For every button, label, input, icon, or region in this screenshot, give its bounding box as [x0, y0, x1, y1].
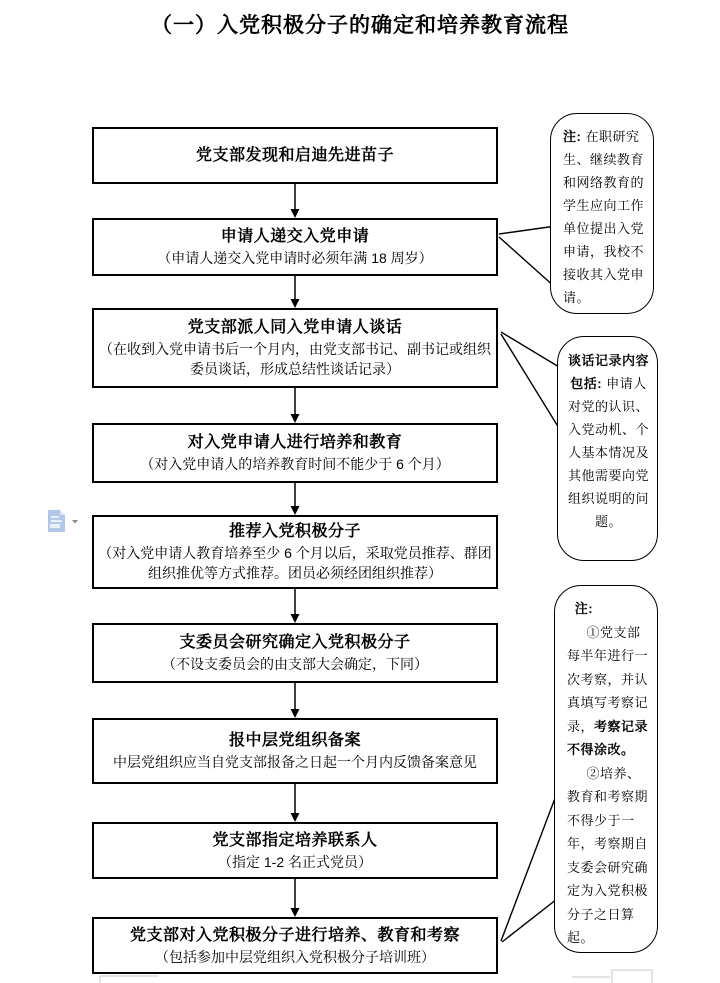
- page-title: （一）入党积极分子的确定和培养教育流程: [151, 14, 569, 37]
- step-heading: 党支部对入党积极分子进行培养、教育和考察: [129, 926, 460, 944]
- callout-note-talk-record: [557, 336, 658, 561]
- step-heading: 支委员会研究确定入党积极分子: [179, 634, 411, 651]
- step-detail: （对入党申请人教育培养至少 6 个月以后，采取党员推荐、群团组织推优等方式推荐。团员必须经团组织推荐）: [98, 545, 492, 581]
- paste-options-document-icon: [48, 510, 65, 532]
- step-detail: （不设支委员会的由支部大会确定，下同）: [162, 656, 428, 672]
- callout-text: 谈话记录内容包括: 申请人对党的认识、入党动机、个人基本情况及其他需要向党组织说明的问题。: [567, 353, 649, 529]
- flow-step-report-for-record: [92, 718, 498, 784]
- step-heading: 报中层党组织备案: [228, 732, 361, 749]
- step-detail: （对入党申请人的培养教育时间不能少于 6 个月）: [140, 456, 450, 472]
- flow-step-cultivate-educate-inspect: [92, 917, 498, 974]
- step-detail: 中层党组织应当自党支部报备之日起一个月内反馈备案意见: [113, 754, 477, 770]
- flow-step-talk-with-applicant: [92, 308, 498, 388]
- callout-text: 注: 在职研究生、继续教育和网络教育的学生应向工作单位提出入党申请，我校不接收其入党申请。: [563, 129, 645, 305]
- flow-step-cultivate-educate-applicant: [92, 423, 498, 483]
- callout-note-application: [550, 113, 654, 314]
- step-detail: （申请人递交入党申请时必须年满 18 周岁）: [157, 250, 433, 266]
- step-heading: 党支部发现和启迪先进苗子: [195, 146, 394, 164]
- flow-step-recommend-activists: [92, 515, 498, 589]
- step-heading: 党支部指定培养联系人: [212, 831, 378, 849]
- flow-step-committee-confirm: [92, 623, 498, 683]
- step-detail: （指定 1-2 名正式党员）: [217, 853, 372, 870]
- step-heading: 申请人递交入党申请: [220, 228, 370, 245]
- callout-note-inspection: [554, 585, 658, 953]
- flow-step-assign-contacts: [92, 822, 498, 879]
- paste-options-button[interactable]: [44, 507, 80, 537]
- step-detail: （在收到入党申请书后一个月内，由党支部书记、副书记或组织委员谈话，形成总结性谈话记录）: [99, 341, 491, 377]
- callout-text: 注: ①党支部每半年进行一次考察，并认真填写考察记录，考察记录不得涂改。 ②培养、教育和考察期不得少于一年，考察期自支委会研究确定为入党积极分子之日算起。: [567, 601, 649, 945]
- step-heading: 推荐入党积极分子: [228, 523, 361, 540]
- step-heading: 对入党申请人进行培养和教育: [187, 434, 403, 451]
- dropdown-arrow-icon: [72, 520, 78, 524]
- step-detail: （包括参加中层党组织入党积极分子培训班）: [155, 948, 435, 965]
- step-heading: 党支部派人同入党申请人谈话: [187, 319, 403, 336]
- flow-step-discover-seedlings: [92, 127, 498, 184]
- flow-step-submit-application: [92, 218, 498, 276]
